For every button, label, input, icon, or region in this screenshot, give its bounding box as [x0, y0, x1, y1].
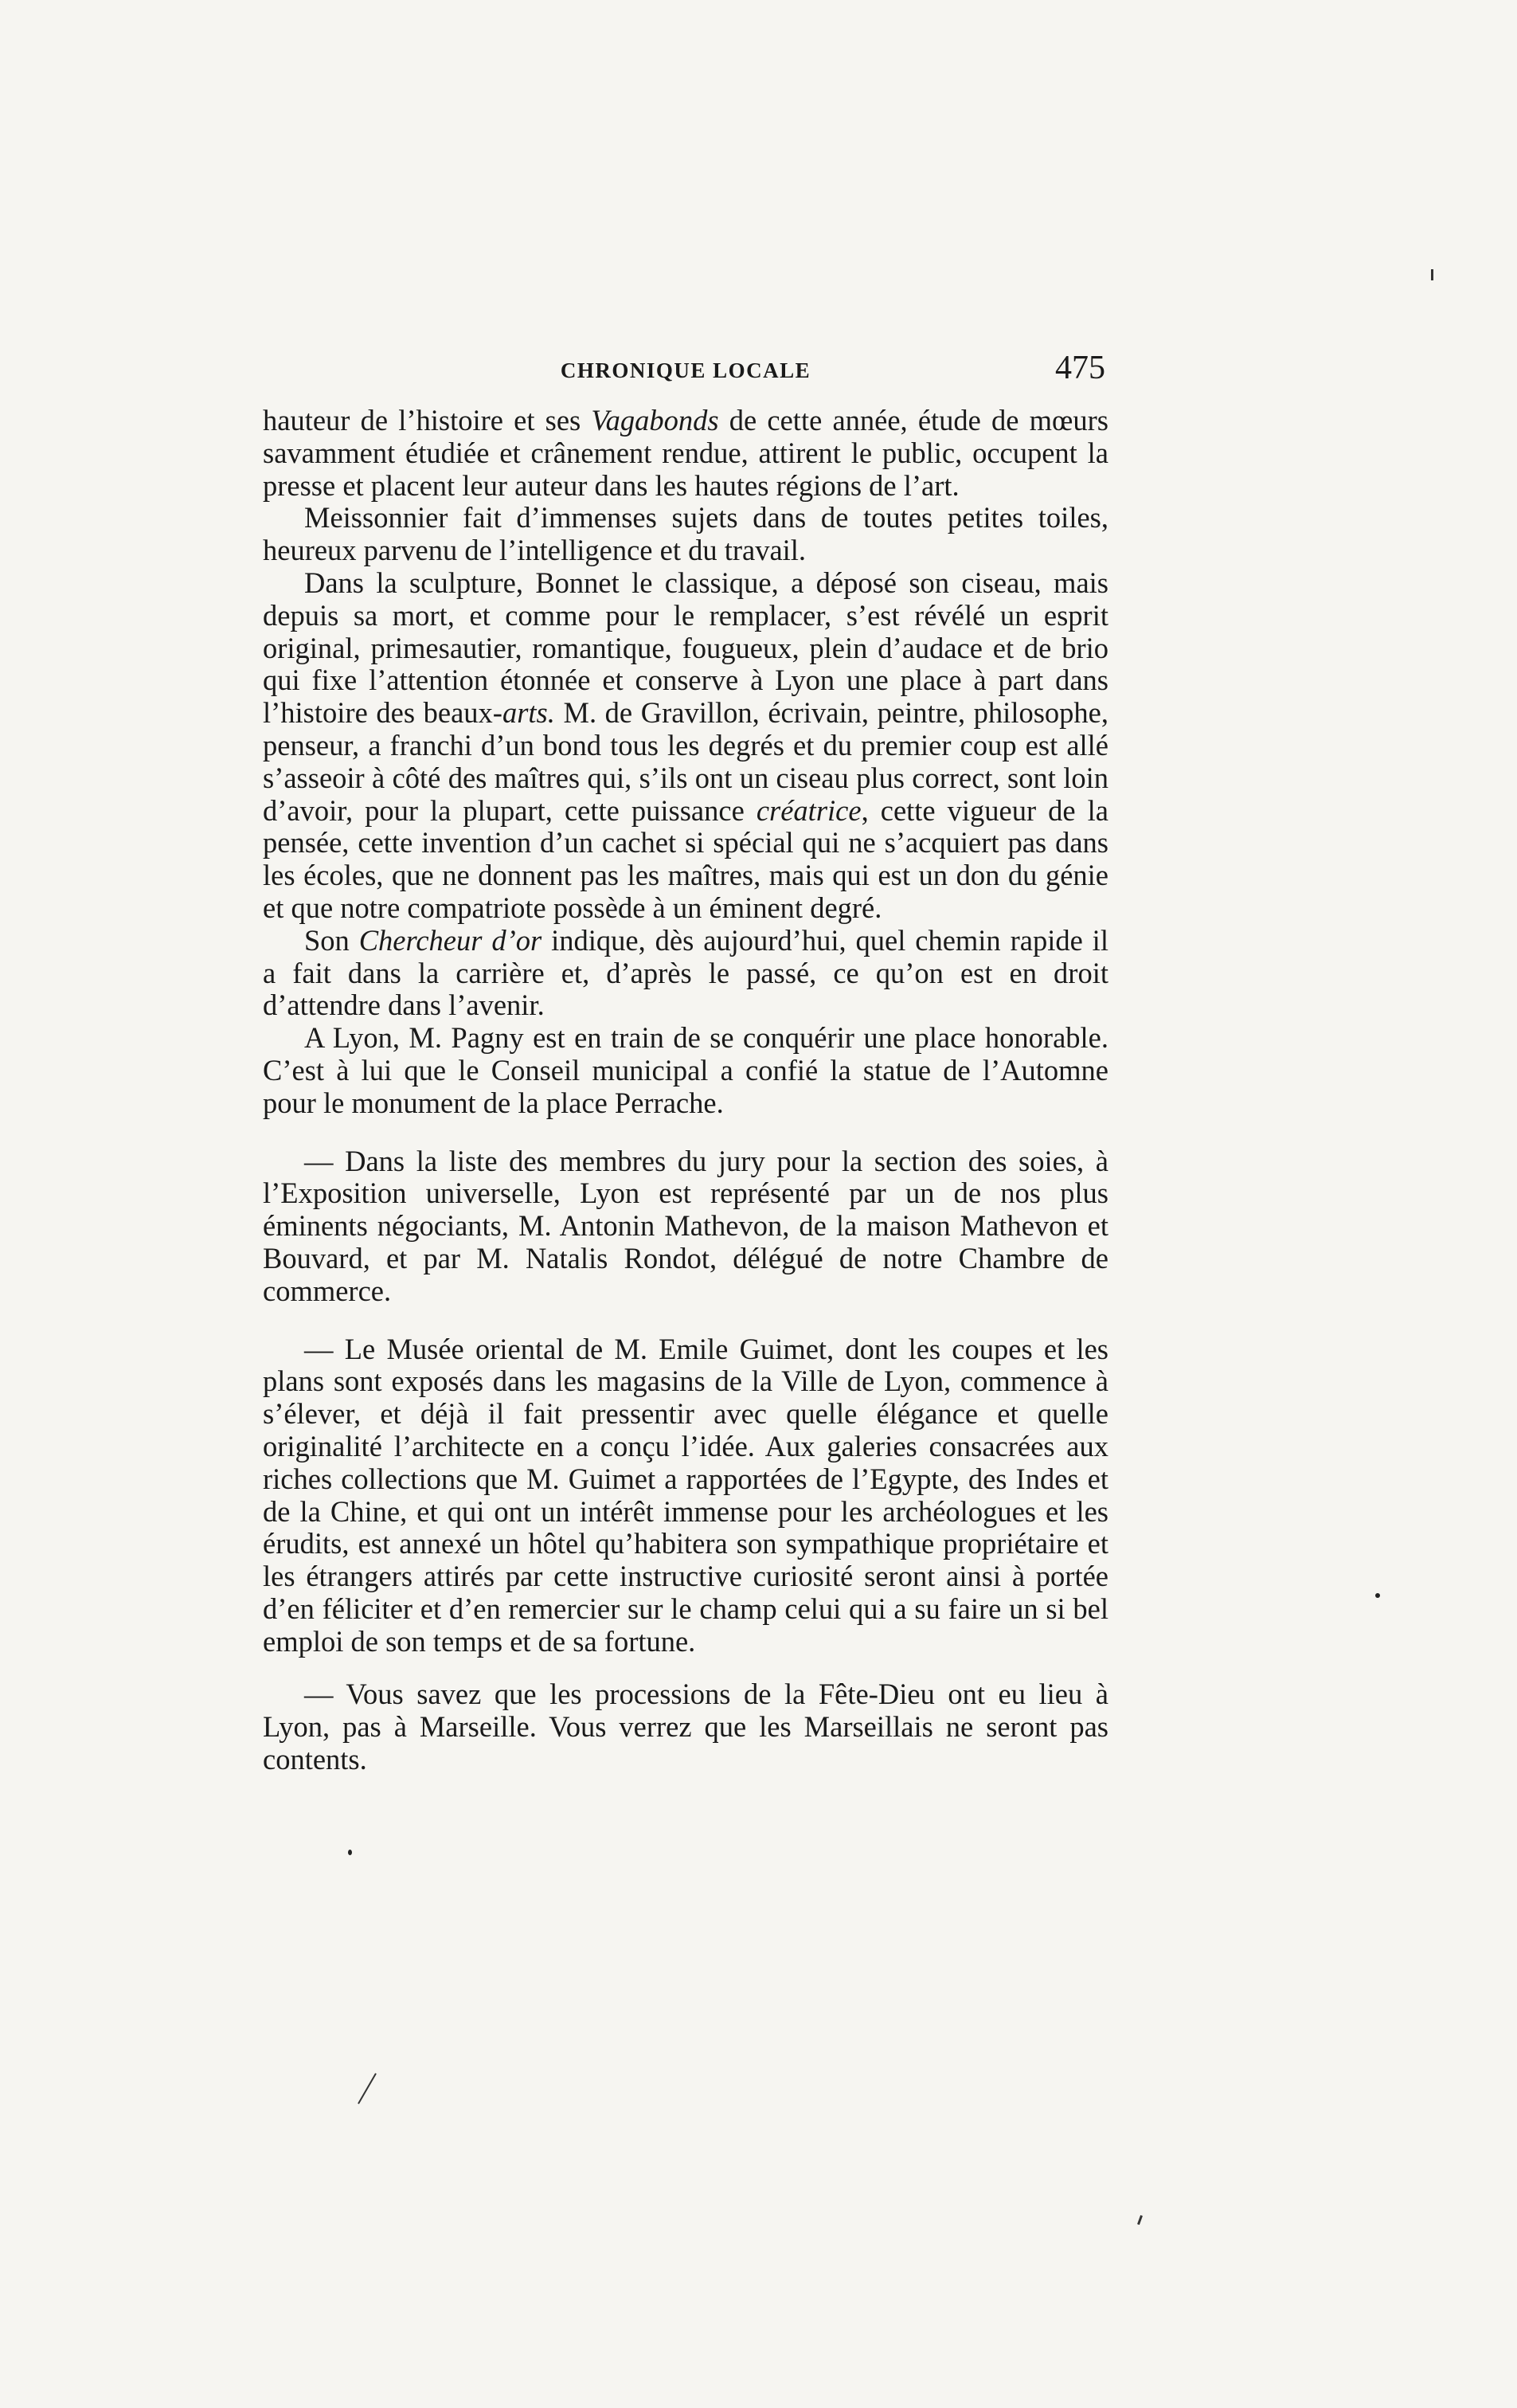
scan-speck	[1375, 1593, 1380, 1598]
text-run: — Le Musée oriental de M. Emile Guimet, dont les coupes et les plans sont exposés dans les magasins de la Ville de Lyon, commence à s’élever, et déjà il fait pressentir avec quelle élégance et quelle originalité l’architecte en a conçu l’idée. Aux galeries consacrées aux riches collections que M. Guimet a rapportées de l’Egypte, des Indes et de la Chine, et qui ont un intérêt immense pour les archéologues et les érudits, est annexé un hôtel qu’habitera son sympathique propriétaire et les étrangers attirés par cette instructive curiosité seront ainsi à portée d’en féliciter et d’en remercier sur le champ celui qui a su faire un si bel emploi de son temps et de sa fortune.	[263, 1332, 1108, 1658]
text-run: Dans la sculpture, Bonnet le classique, a déposé son ciseau, mais depuis sa mort, et comme pour le remplacer, s’est révélé un esprit original, primesautier, romantique, fougueux, plein d’audace et de brio qui fixe l’attention étonnée et conserve à Lyon une place à part dans l’histoire des beaux-	[263, 566, 1108, 730]
paragraph	[263, 1022, 1108, 1119]
text-run: Son	[304, 923, 359, 957]
news-item	[263, 1333, 1108, 1658]
news-item	[263, 1678, 1108, 1776]
paragraph	[263, 925, 1108, 1022]
scan-edge-mark	[1431, 269, 1433, 280]
page-number: 475	[1055, 350, 1105, 386]
paragraph	[263, 502, 1108, 567]
italic-text: créatrice	[756, 793, 862, 827]
scan-slash-mark	[358, 2073, 377, 2104]
text-run: M. de Gravillon, écrivain, peintre, philosophe, penseur, a franchi d’un bond tous les degrés et du premier coup est allé s’asseoir à côté des maîtres qui, s’ils ont un ciseau plus correct, sont loin d’avoir, pour la plupart, cette puissance	[263, 696, 1108, 827]
paragraph	[263, 405, 1108, 502]
text-run: hauteur de l’histoire et ses	[263, 404, 592, 437]
italic-text: Chercheur d’or	[358, 923, 542, 957]
text-run: A Lyon, M. Pagny est en train de se conquérir une place honorable. C’est à lui que le Conseil municipal a confié la statue de l’Automne pour le monument de la place Perrache.	[263, 1021, 1108, 1119]
scan-edge-mark	[1137, 2215, 1143, 2225]
text-run: de cette année, étude de mœurs savamment étudiée et crânement rendue, attirent le public, occupent la presse et placent leur auteur dans les hautes régions de l’art.	[263, 404, 1108, 502]
body-text	[263, 405, 1108, 1776]
text-run: — Vous savez que les processions de la Fête-Dieu ont eu lieu à Lyon, pas à Marseille. Vous verrez que les Marseillais ne seront pas contents.	[263, 1678, 1108, 1776]
text-run: — Dans la liste des membres du jury pour la section des soies, à l’Exposition universelle, Lyon est représenté par un de nos plus éminents négociants, M. Antonin Mathevon, de la maison Mathevon et Bouvard, et par M. Natalis Rondot, délégué de notre Chambre de commerce.	[263, 1144, 1108, 1307]
scan-speck	[348, 1850, 352, 1855]
text-run: , cette vigueur de la pensée, cette invention d’un cachet si spécial qui ne s’acquiert pas dans les écoles, que ne donnent pas les maîtres, mais qui est un don du génie et que notre compatriote possède à un éminent degré.	[263, 793, 1109, 924]
running-head: CHRONIQUE LOCALE	[560, 358, 811, 382]
page-header	[263, 349, 1108, 397]
italic-text: arts.	[502, 696, 555, 730]
text-run: Meissonnier fait d’immenses sujets dans de toutes petites toiles, heureux parvenu de l’intelligence et du travail.	[263, 501, 1108, 567]
italic-text: Vagabonds	[591, 404, 719, 437]
news-item	[263, 1145, 1108, 1308]
text-run: indique, dès aujourd’hui, quel chemin rapide il a fait dans la carrière et, d’après le passé, ce qu’on est en droit d’attendre dans l’avenir.	[263, 923, 1108, 1022]
paragraph	[263, 567, 1108, 925]
